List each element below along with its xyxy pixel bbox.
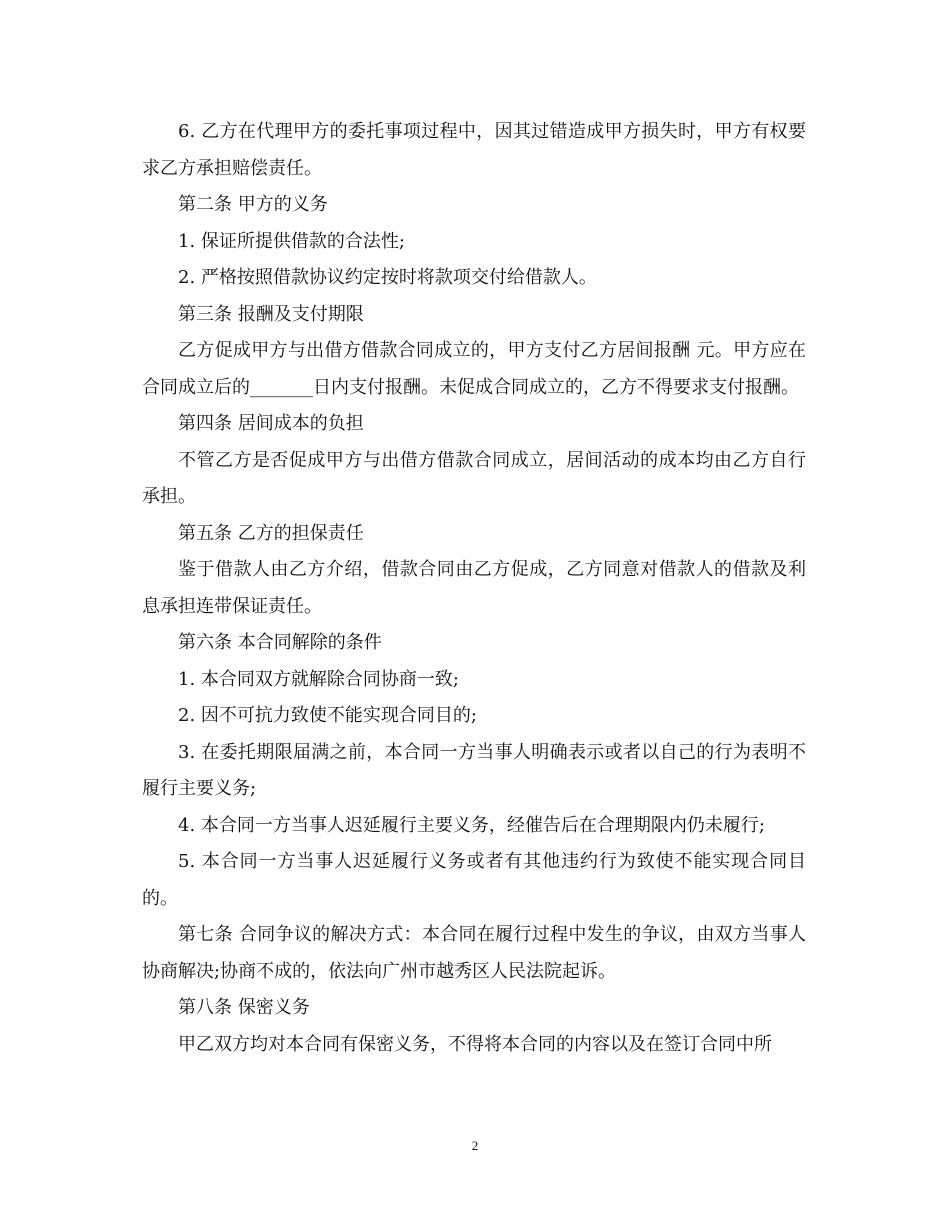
clause-paragraph: 第七条 合同争议的解决方式：本合同在履行过程中发生的争议，由双方当事人协商解决;协商不成的，依法向广州市越秀区人民法院起诉。 xyxy=(142,924,806,982)
section-heading: 第六条 本合同解除的条件 xyxy=(178,632,382,653)
document-body xyxy=(142,114,806,1063)
clause-paragraph: 乙方促成甲方与出借方借款合同成立的，甲方支付乙方居间报酬 元。甲方应在合同成立后的_______日内支付报酬。未促成合同成立的，乙方不得要求支付报酬。 xyxy=(142,340,806,398)
list-item: 1. 保证所提供借款的合法性; xyxy=(178,230,405,252)
clause-paragraph: 鉴于借款人由乙方介绍，借款合同由乙方促成，乙方同意对借款人的借款及利息承担连带保证责任。 xyxy=(142,559,806,617)
list-item: 5. 本合同一方当事人迟延履行义务或者有其他违约行为致使不能实现合同目的。 xyxy=(142,851,806,909)
list-item: 2. 因不可抗力致使不能实现合同目的; xyxy=(178,705,477,726)
clause-paragraph: 甲乙双方均对本合同有保密义务，不得将本合同的内容以及在签订合同中所 xyxy=(178,1033,772,1055)
list-item: 3. 在委托期限届满之前，本合同一方当事人明确表示或者以自己的行为表明不履行主要义务; xyxy=(142,741,806,799)
section-heading: 第八条 保密义务 xyxy=(178,997,310,1018)
list-item: 2. 严格按照借款协议约定按时将款项交付给借款人。 xyxy=(178,267,597,288)
clause-paragraph: 不管乙方是否促成甲方与出借方借款合同成立，居间活动的成本均由乙方自行承担。 xyxy=(142,449,806,507)
clause-paragraph: 6. 乙方在代理甲方的委托事项过程中，因其过错造成甲方损失时，甲方有权要求乙方承担赔偿责任。 xyxy=(142,121,806,179)
section-heading: 第五条 乙方的担保责任 xyxy=(178,522,364,544)
section-heading: 第二条 甲方的义务 xyxy=(178,194,328,215)
list-item: 4. 本合同一方当事人迟延履行主要义务，经催告后在合理期限内仍未履行; xyxy=(178,814,765,836)
page-number: 2 xyxy=(471,1138,479,1153)
section-heading: 第三条 报酬及支付期限 xyxy=(178,303,364,325)
section-heading: 第四条 居间成本的负担 xyxy=(178,413,364,434)
list-item: 1. 本合同双方就解除合同协商一致; xyxy=(178,668,459,690)
